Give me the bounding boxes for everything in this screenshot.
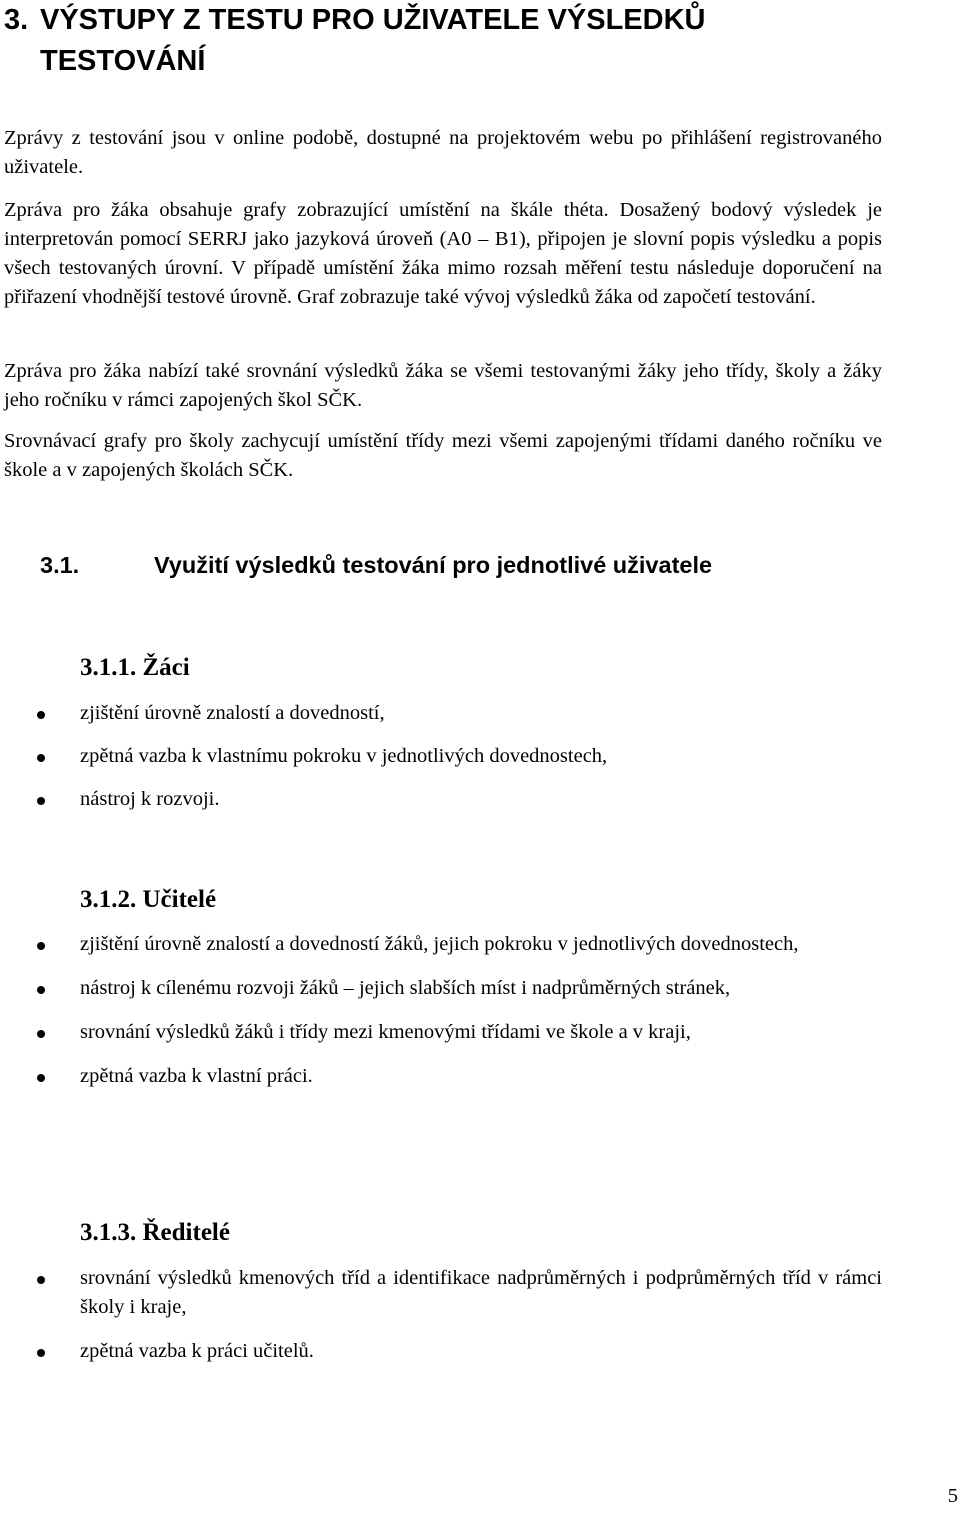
list-item [0, 974, 960, 1003]
list-ucitele [0, 930, 960, 1091]
list-item-text: nástroj k rozvoji. [80, 788, 220, 810]
heading-zaci: 3.1.1. Žáci [80, 654, 190, 681]
bullet-icon [37, 797, 45, 805]
list-item-text: zpětná vazba k vlastní práci. [80, 1065, 313, 1087]
bullet-icon [37, 711, 45, 719]
list-item [0, 742, 960, 771]
bullet-icon [37, 1349, 45, 1357]
paragraph-intro: Zprávy z testování jsou v online podobě, dostupné na projektovém webu po přihlášení registrovaného uživatele. [4, 127, 882, 178]
bullet-icon [37, 1030, 45, 1038]
list-item-text: zpětná vazba k práci učitelů. [80, 1340, 314, 1362]
subsection-heading [40, 548, 712, 582]
heading-reditele: 3.1.3. Ředitelé [80, 1219, 230, 1246]
paragraph-student-report: Zpráva pro žáka obsahuje grafy zobrazující umístění na škále théta. Dosažený bodový výsledek je interpretován pomocí SERRJ jako jazyková úroveň (A0 – B1), připojen je slovní popis výsledku a popis všech testovaných úrovní. V případě umístění žáka mimo rozsah měření testu následuje doporučení na přiřazení vhodnější testové úrovně. Graf zobrazuje také vývoj výsledků žáka od započetí testování. [4, 199, 882, 308]
list-item-text: zjištění úrovně znalostí a dovedností, [80, 702, 385, 724]
list-zaci [0, 699, 960, 814]
bullet-icon [37, 754, 45, 762]
list-item [0, 1264, 960, 1322]
paragraph-student-comparison: Zpráva pro žáka nabízí také srovnání výsledků žáka se všemi testovanými žáky jeho třídy, školy a žáky jeho ročníku v rámci zapojených škol SČK. [4, 360, 882, 411]
bullet-icon [37, 1074, 45, 1082]
section-heading [4, 0, 904, 82]
list-item-text: nástroj k cílenému rozvoji žáků – jejich slabších míst i nadprůměrných stránek, [80, 977, 731, 999]
list-reditele [0, 1264, 960, 1366]
subsection-title: Využití výsledků testování pro jednotlivé uživatele [154, 552, 713, 578]
list-item [0, 1062, 960, 1091]
list-item [0, 785, 960, 814]
subsection-number: 3.1. [40, 552, 80, 578]
bullet-icon [37, 1276, 45, 1284]
section-title-line1: VÝSTUPY Z TESTU PRO UŽIVATELE VÝSLEDKŮ [40, 4, 706, 36]
bullet-icon [37, 942, 45, 950]
list-item-text: srovnání výsledků kmenových tříd a identifikace nadprůměrných i podprůměrných tříd v rámci školy i kraje, [80, 1267, 882, 1318]
list-item-text: zjištění úrovně znalostí a dovedností žáků, jejich pokroku v jednotlivých dovednostech, [80, 933, 799, 955]
paragraph-school-charts: Srovnávací grafy pro školy zachycují umístění třídy mezi všemi zapojenými třídami daného ročníku ve škole a v zapojených školách SČK. [4, 430, 882, 481]
bullet-icon [37, 986, 45, 994]
list-item-text: srovnání výsledků žáků i třídy mezi kmenovými třídami ve škole a v kraji, [80, 1021, 691, 1043]
list-item [0, 699, 960, 728]
list-item [0, 930, 960, 959]
section-title-line2: TESTOVÁNÍ [40, 45, 206, 77]
heading-ucitele: 3.1.2. Učitelé [80, 886, 217, 913]
list-item [0, 1018, 960, 1047]
list-item [0, 1337, 960, 1366]
list-item-text: zpětná vazba k vlastnímu pokroku v jednotlivých dovednostech, [80, 745, 608, 767]
page-number: 5 [947, 1485, 958, 1507]
section-number: 3. [4, 4, 29, 36]
